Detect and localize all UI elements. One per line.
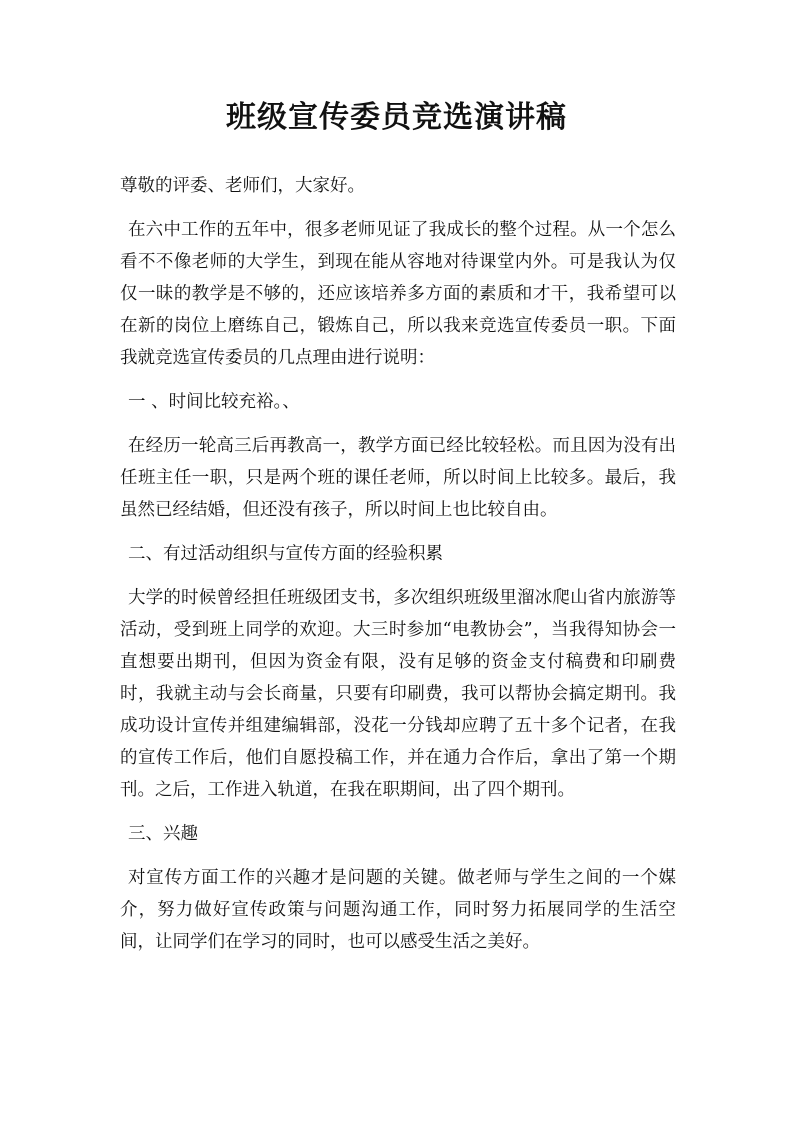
section-paragraph-1: 在经历一轮高三后再教高一，教学方面已经比较轻松。而且因为没有出任班主任一职，只是两个班的课任老师，所以时间上比较多。最后，我虽然已经结婚，但还没有孩子，所以时间上也比较自由。 bbox=[120, 436, 676, 520]
section-paragraph-3: 对宣传方面工作的兴趣才是问题的关键。做老师与学生之间的一个媒介，努力做好宣传政策与问题沟通工作，同时努力拓展同学的生活空间，让同学们在学习的同时，也可以感受生活之美好。 bbox=[120, 868, 676, 952]
section-heading-2: 二、有过活动组织与宣传方面的经验积累 bbox=[128, 544, 443, 564]
document-body bbox=[120, 170, 676, 970]
section-heading-3: 三、兴趣 bbox=[128, 824, 198, 844]
document-title: 班级宣传委员竞选演讲稿 bbox=[226, 100, 567, 135]
section-paragraph-2: 大学的时候曾经担任班级团支书，多次组织班级里溜冰爬山省内旅游等活动，受到班上同学的欢迎。大三时参加“电教协会”，当我得知协会一直想要出期刊，但因为资金有限，没有足够的资金支付稿费和印刷费时，我就主动与会长商量，只要有印刷费，我可以帮协会搞定期刊。我成功设计宣传并组建编辑部，没花一分钱却应聘了五十多个记者，在我的宣传工作后，他们自愿投稿工作，并在通力合作后，拿出了第一个期刊。之后，工作进入轨道，在我在职期间，出了四个期刊。 bbox=[120, 588, 676, 800]
intro-paragraph: 在六中工作的五年中，很多老师见证了我成长的整个过程。从一个怎么看不不像老师的大学生，到现在能从容地对待课堂内外。可是我认为仅仅一昧的教学是不够的，还应该培养多方面的素质和才干，我希望可以在新的岗位上磨练自己，锻炼自己，所以我来竞选宣传委员一职。下面我就竞选宣传委员的几点理由进行说明： bbox=[120, 220, 676, 368]
section-heading-1: 一 、时间比较充裕。、 bbox=[128, 392, 300, 412]
greeting-paragraph: 尊敬的评委、老师们，大家好。 bbox=[120, 176, 365, 196]
